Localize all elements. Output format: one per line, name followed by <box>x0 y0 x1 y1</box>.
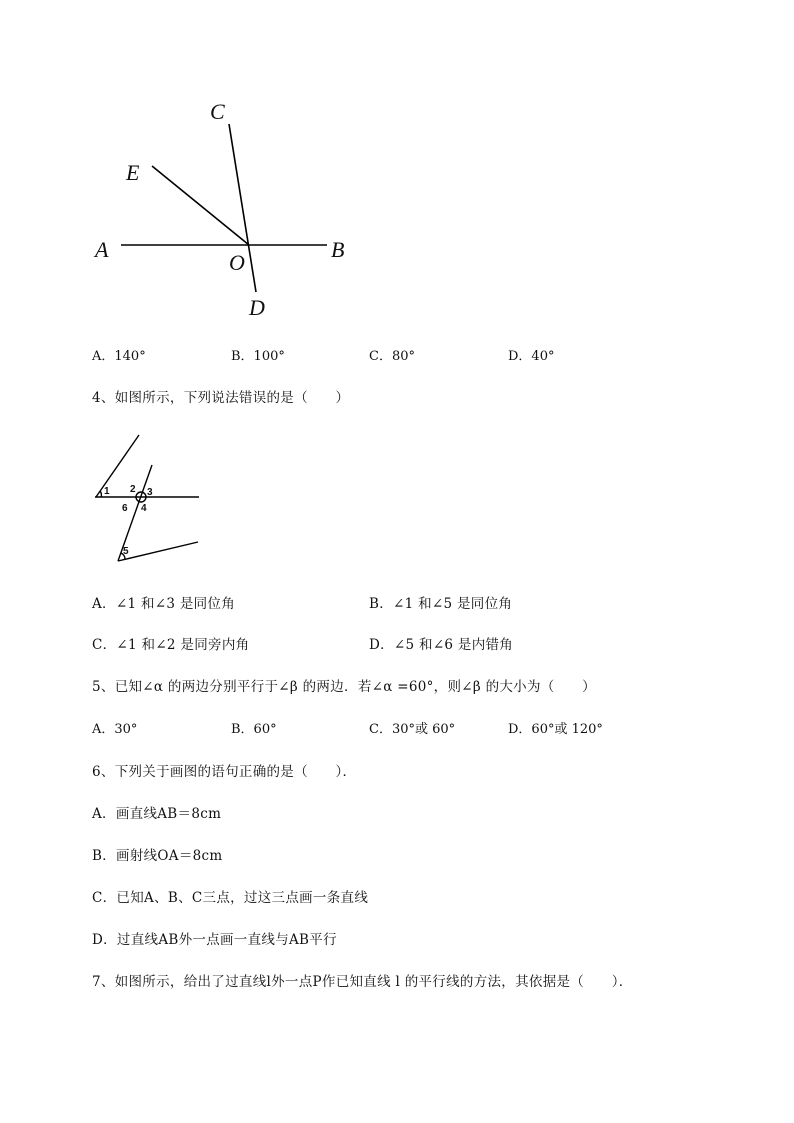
q6-stem: 6、下列关于画图的语句正确的是（ ）． <box>92 764 357 780</box>
label-a: A <box>95 237 109 262</box>
q5-option-d[interactable]: D．60°或 120° <box>508 722 603 737</box>
q4-option-a[interactable]: A．∠1 和∠3 是同位角 <box>92 596 236 612</box>
label-e: E <box>126 160 140 185</box>
q5-option-a[interactable]: A．30° <box>92 722 138 737</box>
angle-label-2: 2 <box>130 484 136 495</box>
q5-stem: 5、已知∠α 的两边分别平行于∠β 的两边．若∠α =60°，则∠β 的大小为（ ） <box>92 679 596 695</box>
q4-option-b[interactable]: B．∠1 和∠5 是同位角 <box>369 596 513 612</box>
q3-option-d[interactable]: D．40° <box>508 349 555 364</box>
label-b: B <box>331 237 345 262</box>
q6-option-a[interactable]: A．画直线AB＝8cm <box>92 806 222 822</box>
q6-option-d[interactable]: D．过直线AB外一点画一直线与AB平行 <box>92 932 337 948</box>
figure-bottom-ray <box>118 542 198 561</box>
label-o: O <box>229 250 246 275</box>
q4-stem: 4、如图所示，下列说法错误的是（ ） <box>92 390 350 406</box>
label-d: D <box>249 295 266 320</box>
q6-option-c[interactable]: C．已知A、B、C三点，过这三点画一条直线 <box>92 890 369 906</box>
q4-option-c[interactable]: C．∠1 和∠2 是同旁内角 <box>92 637 250 653</box>
q3-option-c[interactable]: C．80° <box>369 349 415 364</box>
angle-label-5: 5 <box>123 546 129 557</box>
q3-option-b[interactable]: B．100° <box>231 349 285 364</box>
q4-option-d[interactable]: D．∠5 和∠6 是内错角 <box>369 637 514 653</box>
angle-1-arc <box>100 491 101 497</box>
angle-label-3: 3 <box>147 487 153 498</box>
q5-option-c[interactable]: C．30°或 60° <box>369 722 456 737</box>
angle-label-1: 1 <box>104 486 110 497</box>
q3-option-a[interactable]: A．140° <box>92 349 146 364</box>
q6-option-b[interactable]: B．画射线OA＝8cm <box>92 848 223 864</box>
angle-label-4: 4 <box>141 503 147 514</box>
label-c: C <box>210 99 225 124</box>
q5-option-b[interactable]: B．60° <box>231 722 277 737</box>
angle-label-6: 6 <box>122 503 128 514</box>
q7-stem: 7、如图所示，给出了过直线l外一点P作已知直线 l 的平行线的方法，其依据是（ ）． <box>92 974 633 990</box>
